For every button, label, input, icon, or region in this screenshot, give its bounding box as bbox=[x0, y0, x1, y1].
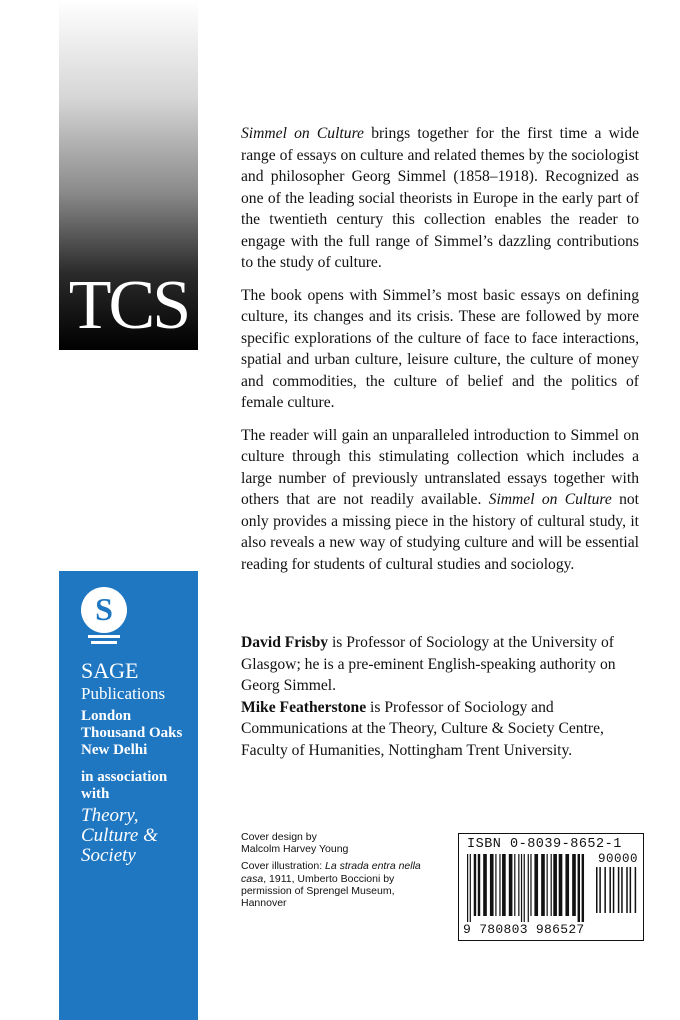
price-addon-bars bbox=[596, 867, 638, 919]
city: New Delhi bbox=[81, 742, 148, 758]
barcode-bar bbox=[509, 854, 513, 916]
price-code: 90000 bbox=[597, 852, 638, 866]
author-name: David Frisby bbox=[241, 634, 329, 651]
city: Thousand Oaks bbox=[81, 725, 183, 741]
barcode-bar bbox=[565, 854, 569, 916]
series-logo: TCS bbox=[68, 267, 189, 344]
barcode-bar bbox=[551, 854, 552, 916]
city: London bbox=[81, 708, 132, 724]
book-description bbox=[241, 123, 639, 575]
barcode-bar bbox=[478, 854, 480, 916]
cover-credits bbox=[241, 831, 441, 914]
ean-number: 9 780803 986527 bbox=[463, 922, 585, 937]
book-title: Simmel on Culture bbox=[241, 125, 364, 142]
ean-barcode-bars bbox=[467, 854, 587, 922]
barcode-bar bbox=[495, 854, 496, 916]
author-bios bbox=[241, 632, 639, 761]
barcode-bar bbox=[572, 854, 576, 916]
barcode-bar bbox=[524, 854, 525, 922]
barcode-bar bbox=[467, 854, 468, 922]
blurb-paragraph-1: Simmel on Culture brings together for the first time a wide range of essays on culture and related themes by the sociologist and philosopher Georg Simmel (1858–1918). Recognized as one of the leading social theorists in Europe in the early part of the twentieth century this collection enables the reader to engage with the full range of Simmel’s dazzling contributions to the study of culture. bbox=[241, 125, 639, 271]
barcode-bar bbox=[528, 854, 529, 922]
author-bio: David Frisby is Professor of Sociology at the University of Glasgow; he is a pre-eminent English-speaking authority on Georg Simmel. bbox=[241, 634, 616, 694]
publisher-panel bbox=[59, 571, 198, 1020]
barcode-bar bbox=[578, 854, 580, 922]
blurb-paragraph-3: The reader will gain an unparalleled introduction to Simmel on culture through this stimulating collection which includes a large number of previously untranslated essays together with others that are not readily available. Simmel on Culture not only provides a missing piece in the history of cultural study, it also reveals a new way of studying culture and will be essential reading for students of cultural studies and sociology. bbox=[241, 426, 640, 573]
book-title: Simmel on Culture bbox=[488, 491, 612, 508]
partner-name: Theory, Culture & Society bbox=[81, 805, 158, 866]
barcode-bar bbox=[553, 854, 557, 916]
barcode-bar bbox=[604, 867, 606, 913]
publisher-name: SAGE bbox=[81, 658, 139, 683]
association-text: in association with bbox=[81, 769, 168, 802]
barcode-bar bbox=[621, 867, 623, 913]
author-bio: Mike Featherstone is Professor of Sociology and Communications at the Theory, Culture & Society Centre, Faculty of Humanities, Nottingham Trent University. bbox=[241, 698, 604, 759]
barcode-bar bbox=[618, 867, 620, 913]
illustration-credit: Cover illustration: La strada entra nella casa, 1911, Umberto Boccioni by permission of Sprengel Museum, Hannover bbox=[241, 860, 421, 910]
isbn-barcode bbox=[458, 833, 644, 941]
barcode-bar bbox=[626, 867, 628, 913]
barcode-bar bbox=[490, 854, 494, 916]
publisher-publications: Publications bbox=[81, 684, 166, 703]
sage-logo-icon bbox=[79, 585, 129, 647]
design-credit: Cover design by Malcolm Harvey Young bbox=[241, 831, 349, 856]
barcode-bar bbox=[514, 854, 515, 916]
barcode-bar bbox=[534, 854, 538, 916]
barcode-bar bbox=[521, 854, 522, 922]
barcode-bar bbox=[470, 854, 471, 922]
barcode-bar bbox=[613, 867, 615, 913]
barcode-bar bbox=[630, 867, 632, 913]
barcode-bar bbox=[547, 854, 548, 916]
isbn-number: ISBN 0-8039-8652-1 bbox=[467, 837, 622, 852]
barcode-bar bbox=[483, 854, 487, 916]
barcode-bar bbox=[599, 867, 601, 913]
svg-text:S: S bbox=[95, 591, 113, 627]
barcode-bar bbox=[499, 854, 500, 916]
barcode-bar bbox=[596, 867, 598, 913]
barcode-bar bbox=[502, 854, 506, 916]
barcode-bar bbox=[635, 867, 637, 913]
barcode-bar bbox=[582, 854, 584, 922]
barcode-bar bbox=[609, 867, 611, 913]
blurb-paragraph-2: The book opens with Simmel’s most basic essays on defining culture, its changes and its crisis. These are followed by more specific explorations of the culture of face to face interactions, spatial and urban culture, leisure culture, the culture of money and commodities, the culture of belief and the politics of female culture. bbox=[241, 286, 639, 411]
publisher-cities bbox=[81, 708, 182, 759]
barcode-bar bbox=[474, 854, 476, 916]
barcode-bar bbox=[530, 854, 531, 916]
barcode-bar bbox=[518, 854, 519, 916]
barcode-bar bbox=[541, 854, 545, 916]
author-name: Mike Featherstone bbox=[241, 698, 367, 716]
barcode-bar bbox=[559, 854, 563, 916]
